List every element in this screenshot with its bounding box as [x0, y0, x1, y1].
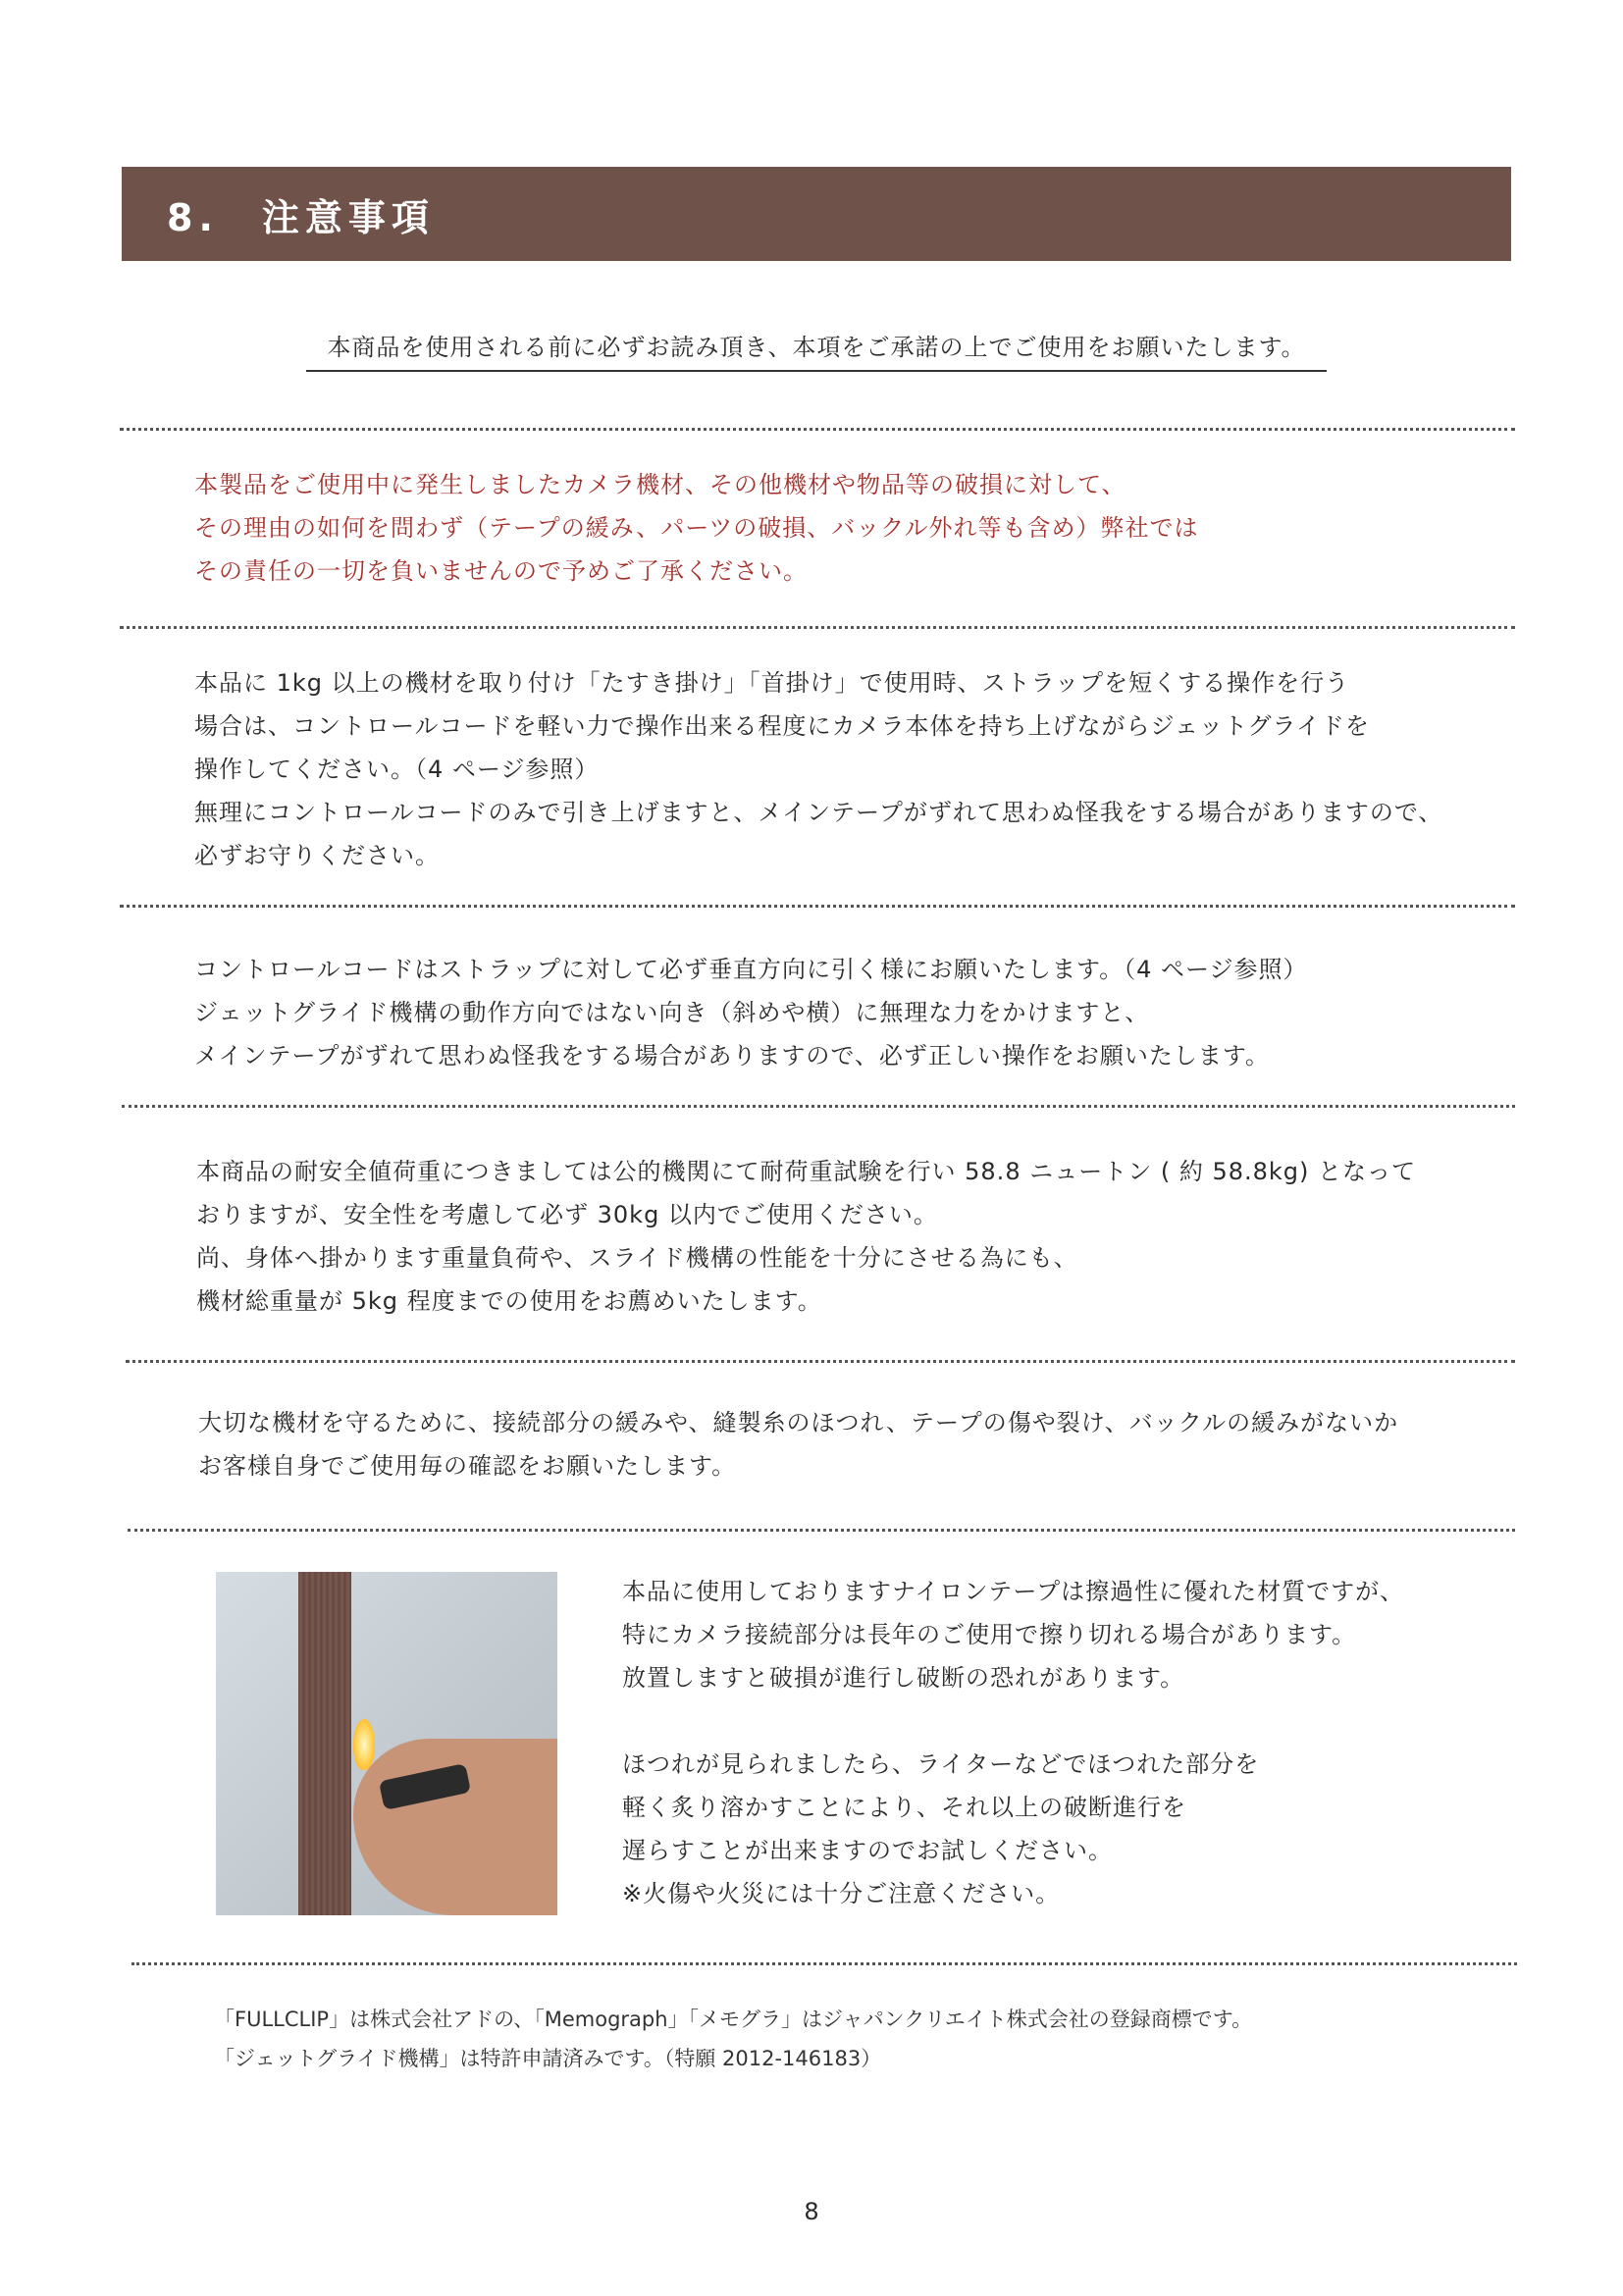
operation-caution-block [194, 661, 1442, 877]
text-line: 無理にコントロールコードのみで引き上げますと、メインテープがずれて思わぬ怪我をする場合がありますので、 [194, 799, 1443, 826]
text-line: 機材総重量が 5kg 程度までの使用をお薦めいたします。 [196, 1287, 822, 1315]
section-header [122, 167, 1511, 261]
page-number: 8 [804, 2198, 819, 2225]
text-line: 本製品をご使用中に発生しましたカメラ機材、その他機材や物品等の破損に対して、 [194, 471, 1126, 498]
text-line: ジェットグライド機構の動作方向ではない向き（斜めや横）に無理な力をかけますと、 [194, 999, 1150, 1026]
text-line: 本品に 1kg 以上の機材を取り付け「たすき掛け」「首掛け」で使用時、ストラップを短くする操作を行う [194, 669, 1350, 697]
text-line: 軽く炙り溶かすことにより、それ以上の破断進行を [622, 1794, 1186, 1821]
text-line: 本品に使用しておりますナイロンテープは擦過性に優れた材質ですが、 [622, 1578, 1405, 1605]
load-capacity-block [196, 1150, 1416, 1323]
dotted-divider [120, 428, 1515, 431]
text-line [622, 1699, 1404, 1743]
control-cord-block [194, 948, 1308, 1077]
text-line: 本商品の耐安全値荷重につきましては公的機関にて耐荷重試験を行い 58.8 ニュートン ( 約 58.8kg) となって [196, 1158, 1417, 1185]
trademark-footer [214, 2000, 1252, 2078]
dotted-divider [131, 1962, 1517, 1965]
footer-line: 「ジェットグライド機構」は特許申請済みです。（特願 2012-146183） [214, 2047, 882, 2070]
tape-care-block [622, 1570, 1404, 1915]
text-line: お客様自身でご使用毎の確認をお願いたします。 [198, 1452, 737, 1480]
dotted-divider [120, 626, 1515, 629]
inspection-block [198, 1401, 1398, 1487]
section-title: 8. 注意事項 [167, 195, 435, 239]
text-line: 遅らすことが出来ますのでお試しください。 [622, 1837, 1113, 1864]
dotted-divider [128, 1529, 1515, 1532]
text-line: 尚、身体へ掛かります重量負荷や、スライド機構の性能を十分にさせる為にも、 [196, 1244, 1078, 1272]
text-line: 操作してください。（4 ページ参照） [194, 756, 600, 783]
text-line: 放置しますと破損が進行し破断の恐れがあります。 [622, 1664, 1185, 1692]
flame-shape [353, 1719, 375, 1770]
text-line: その理由の如何を問わず（テープの緩み、パーツの破損、バックル外れ等も含め）弊社では [194, 514, 1199, 542]
dotted-divider [120, 905, 1515, 908]
text-line: 大切な機材を守るために、接続部分の緩みや、縫製糸のほつれ、テープの傷や裂け、バックルの緩みがないか [198, 1409, 1399, 1436]
nylon-tape-shape [298, 1572, 351, 1915]
intro-notice: 本商品を使用される前に必ずお読み頂き、本項をご承諾の上でご使用をお願いたします。 [306, 328, 1327, 372]
dotted-divider [126, 1360, 1515, 1363]
text-line: おりますが、安全性を考慮して必ず 30kg 以内でご使用ください。 [196, 1201, 938, 1228]
text-line: 必ずお守りください。 [194, 842, 440, 869]
disclaimer-block [194, 463, 1199, 593]
text-line: 場合は、コントロールコードを軽い力で操作出来る程度にカメラ本体を持ち上げながらジェットグライドを [194, 712, 1370, 740]
text-line: 特にカメラ接続部分は長年のご使用で擦り切れる場合があります。 [622, 1621, 1357, 1648]
text-line: コントロールコードはストラップに対して必ず垂直方向に引く様にお願いたします。（4 ページ参照） [194, 956, 1308, 983]
text-line: ※火傷や火災には十分ご注意ください。 [622, 1880, 1061, 1907]
text-line: メインテープがずれて思わぬ怪我をする場合がありますので、必ず正しい操作をお願いたします。 [194, 1042, 1270, 1070]
text-line: ほつれが見られましたら、ライターなどでほつれた部分を [622, 1750, 1260, 1778]
tape-repair-photo [216, 1572, 557, 1915]
footer-line: 「FULLCLIP」は株式会社アドの、「Memograph」「メモグラ」はジャパンクリエイト株式会社の登録商標です。 [214, 2008, 1253, 2031]
dotted-divider [122, 1105, 1515, 1108]
text-line: その責任の一切を負いませんので予めご了承ください。 [194, 557, 808, 585]
